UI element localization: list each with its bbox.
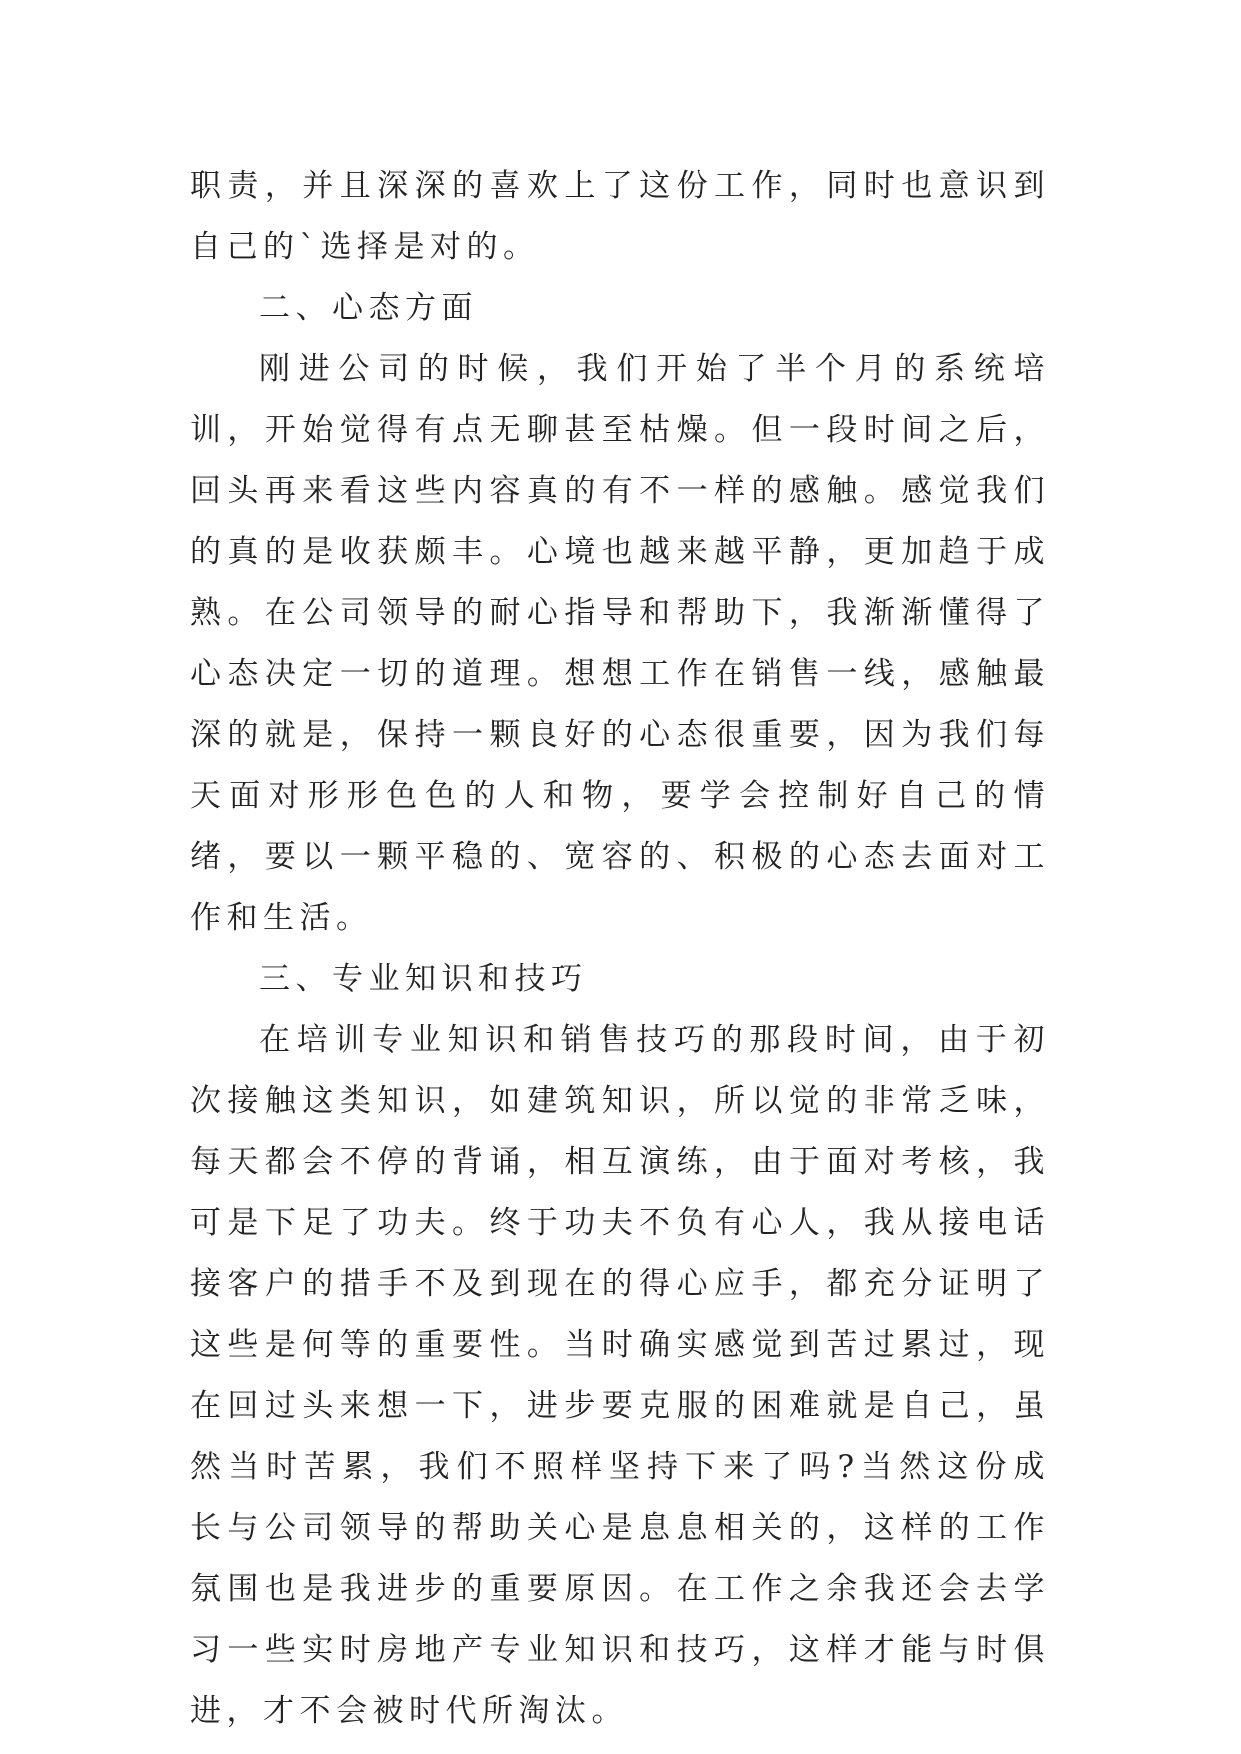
paragraph-body-continued: 职责，并且深深的喜欢上了这份工作，同时也意识到自己的`选择是对的。: [190, 168, 1050, 265]
paragraph-mindset: 刚进公司的时候，我们开始了半个月的系统培训，开始觉得有点无聊甚至枯燥。但一段时间之后，回头再来看这些内容真的有不一样的感触。感觉我们的真的是收获颇丰。心境也越来越平静，更加趋于成熟。在公司领导的耐心指导和帮助下，我渐渐懂得了心态决定一切的道理。想想工作在销售一线，感触最深的就是，保持一颗良好的心态很重要，因为我们每天面对形形色色的人和物，要学会控制好自己的情绪，要以一颗平稳的、宽容的、积极的心态去面对工作和生活。: [190, 351, 1050, 936]
section-heading-professional-skills: 三、专业知识和技巧: [259, 961, 588, 997]
document-body: [190, 156, 1050, 1742]
paragraph-professional-skills: 在培训专业知识和销售技巧的那段时间，由于初次接触这类知识，如建筑知识，所以觉的非常乏味，每天都会不停的背诵，相互演练，由于面对考核，我可是下足了功夫。终于功夫不负有心人，我从接电话接客户的措手不及到现在的得心应手，都充分证明了这些是何等的重要性。当时确实感觉到苦过累过，现在回过头来想一下，进步要克服的困难就是自己，虽然当时苦累，我们不照样坚持下来了吗?当然这份成长与公司领导的帮助关心是息息相关的，这样的工作氛围也是我进步的重要原因。在工作之余我还会去学习一些实时房地产专业知识和技巧，这样才能与时俱进，才不会被时代所淘汰。: [190, 1022, 1050, 1729]
section-heading-mindset: 二、心态方面: [259, 290, 478, 326]
